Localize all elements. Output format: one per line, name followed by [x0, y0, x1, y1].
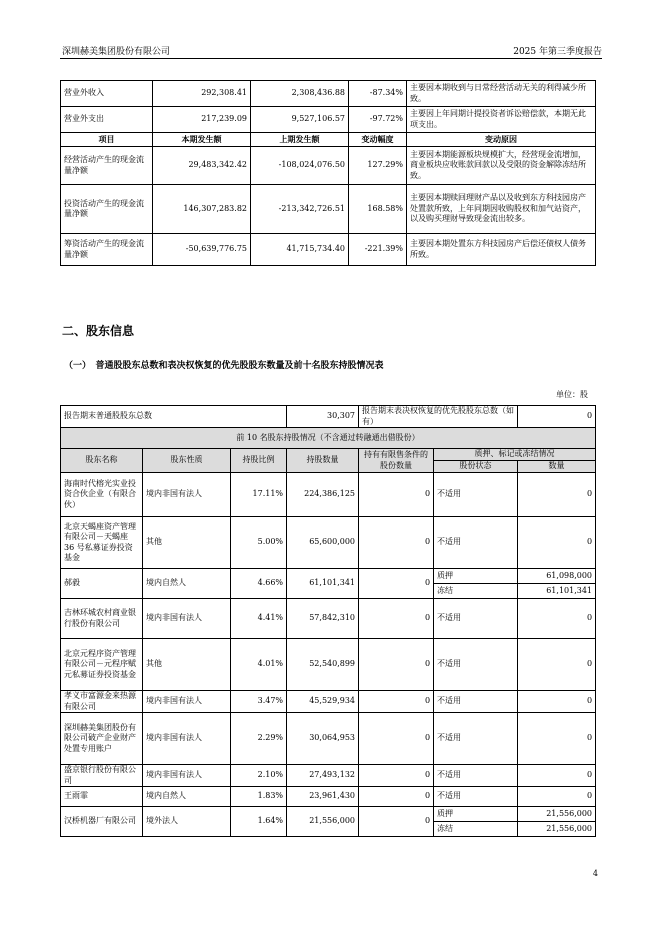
header-cur: 本期发生额 — [153, 133, 251, 147]
holder-amount: 0 — [518, 517, 596, 569]
total-holders-label: 报告期末普通股股东总数 — [61, 406, 287, 428]
shareholder-row — [61, 765, 596, 787]
holder-name: 汉桥机器厂有限公司 — [61, 807, 143, 837]
holder-status: 不适用 — [434, 691, 518, 713]
holder-name: 孝义市富源金来热源有限公司 — [61, 691, 143, 713]
holder-qty: 30,064,953 — [287, 713, 359, 765]
table-row — [61, 107, 596, 133]
holder-name: 盛京银行股份有限公司 — [61, 765, 143, 787]
col-pledge: 质押、标记或冻结情况 — [434, 449, 596, 461]
row-change: -87.34% — [349, 81, 407, 107]
page-header — [60, 44, 602, 59]
holder-status: 质押 — [434, 807, 518, 822]
holder-nature: 境内非国有法人 — [143, 599, 231, 639]
row-item: 筹资活动产生的现金流量净额 — [61, 234, 153, 266]
holder-amount: 61,101,341 — [518, 584, 596, 599]
holder-nature: 其他 — [143, 639, 231, 691]
holder-nature: 境内非国有法人 — [143, 691, 231, 713]
holder-ratio: 1.64% — [231, 807, 287, 837]
holder-restricted: 0 — [359, 569, 434, 599]
unit-label: 单位：股 — [556, 390, 588, 399]
holder-amount: 0 — [518, 473, 596, 517]
col-amount: 数量 — [518, 461, 596, 473]
row-previous: -213,342,726.51 — [251, 185, 349, 234]
holder-name: 王雨霏 — [61, 787, 143, 807]
table-row — [61, 185, 596, 234]
holder-name: 吉林环城农村商业银行股份有限公司 — [61, 599, 143, 639]
holder-qty: 52,540,899 — [287, 639, 359, 691]
holder-ratio: 1.83% — [231, 787, 287, 807]
holder-status: 不适用 — [434, 599, 518, 639]
section-title: 二、股东信息 — [62, 324, 135, 338]
holder-nature: 境外法人 — [143, 807, 231, 837]
row-current: 146,307,283.82 — [153, 185, 251, 234]
holder-status: 不适用 — [434, 765, 518, 787]
table-row — [61, 147, 596, 185]
col-qty: 持股数量 — [287, 449, 359, 473]
holder-ratio: 4.66% — [231, 569, 287, 599]
financial-change-table — [60, 80, 596, 266]
holder-amount: 0 — [518, 765, 596, 787]
holder-name: 郝毅 — [61, 569, 143, 599]
row-item: 经营活动产生的现金流量净额 — [61, 147, 153, 185]
header-reason: 变动原因 — [407, 133, 596, 147]
holder-ratio: 5.00% — [231, 517, 287, 569]
holder-qty: 57,842,310 — [287, 599, 359, 639]
header-item: 项目 — [61, 133, 153, 147]
holder-restricted: 0 — [359, 599, 434, 639]
holder-nature: 境内自然人 — [143, 569, 231, 599]
col-restricted: 持有有限售条件的股份数量 — [359, 449, 434, 473]
row-item: 投资活动产生的现金流量净额 — [61, 185, 153, 234]
holder-restricted: 0 — [359, 517, 434, 569]
report-title: 2025 年第三季度报告 — [513, 47, 602, 57]
shareholder-row — [61, 569, 596, 584]
holder-restricted: 0 — [359, 639, 434, 691]
holder-qty: 23,961,430 — [287, 787, 359, 807]
row-reason: 主要因上年同期计提投资者诉讼赔偿款，本期无此项支出。 — [407, 107, 596, 133]
row-item: 营业外支出 — [61, 107, 153, 133]
col-name: 股东名称 — [61, 449, 143, 473]
table-row — [61, 81, 596, 107]
shareholder-row — [61, 473, 596, 517]
holder-qty: 224,386,125 — [287, 473, 359, 517]
table-row — [61, 234, 596, 266]
holder-restricted: 0 — [359, 691, 434, 713]
row-item: 营业外收入 — [61, 81, 153, 107]
holder-name: 北京天蝎座资产管理有限公司－天蝎座 36 号私募证券投资基金 — [61, 517, 143, 569]
pref-holders-label: 报告期末表决权恢复的优先股股东总数（如有） — [359, 406, 518, 428]
row-current: 29,483,342.42 — [153, 147, 251, 185]
top10-title: 前 10 名股东持股情况（不含通过转融通出借股份） — [61, 428, 596, 449]
holder-nature: 其他 — [143, 517, 231, 569]
holder-status: 不适用 — [434, 517, 518, 569]
holder-status: 质押 — [434, 569, 518, 584]
table-header-row — [61, 133, 596, 147]
holder-nature: 境内自然人 — [143, 787, 231, 807]
holder-amount: 0 — [518, 713, 596, 765]
holder-amount: 61,098,000 — [518, 569, 596, 584]
header-prev: 上期发生额 — [251, 133, 349, 147]
holder-amount: 0 — [518, 691, 596, 713]
holder-nature: 境内非国有法人 — [143, 713, 231, 765]
holder-status: 冻结 — [434, 584, 518, 599]
row-change: 168.58% — [349, 185, 407, 234]
row-reason: 主要因本期能源板块规模扩大，经营现金流增加，商业板块应收账款回款以及受限的资金解除冻结所致。 — [407, 147, 596, 185]
row-previous: 9,527,106.57 — [251, 107, 349, 133]
shareholder-row — [61, 787, 596, 807]
shareholder-row — [61, 691, 596, 713]
row-change: 127.29% — [349, 147, 407, 185]
holder-name: 北京元程序资产管理有限公司－元程序赋元私募证券投资基金 — [61, 639, 143, 691]
row-reason: 主要因本期处置东方科技园房产后偿还债权人债务所致。 — [407, 234, 596, 266]
header-chg: 变动幅度 — [349, 133, 407, 147]
shareholder-row — [61, 807, 596, 822]
row-current: 217,239.09 — [153, 107, 251, 133]
row-reason: 主要因本期收到与日常经营活动无关的利得减少所致。 — [407, 81, 596, 107]
total-holders-value: 30,307 — [287, 406, 359, 428]
holder-ratio: 3.47% — [231, 691, 287, 713]
row-reason: 主要因本期赎回理财产品以及收到东方科技园房产处置款所致，上年同期因收购股权和加气站资产，以及购买理财导致现金流出较多。 — [407, 185, 596, 234]
shareholder-row — [61, 713, 596, 765]
col-nature: 股东性质 — [143, 449, 231, 473]
holder-name: 海南时代榕光实业投资合伙企业（有限合伙） — [61, 473, 143, 517]
holder-restricted: 0 — [359, 765, 434, 787]
holder-status: 不适用 — [434, 713, 518, 765]
holder-status: 不适用 — [434, 473, 518, 517]
holder-amount: 21,556,000 — [518, 822, 596, 837]
holder-nature: 境内非国有法人 — [143, 765, 231, 787]
col-ratio: 持股比例 — [231, 449, 287, 473]
page-number: 4 — [592, 869, 598, 878]
pref-holders-value: 0 — [518, 406, 596, 428]
row-change: -97.72% — [349, 107, 407, 133]
holder-restricted: 0 — [359, 713, 434, 765]
subsection-title: （一） 普通股股东总数和表决权恢复的优先股股东数量及前十名股东持股情况表 — [64, 361, 384, 371]
shareholder-table — [60, 405, 596, 837]
holder-amount: 0 — [518, 787, 596, 807]
shareholder-row — [61, 639, 596, 691]
shareholder-row — [61, 599, 596, 639]
holder-status: 不适用 — [434, 787, 518, 807]
row-current: 292,308.41 — [153, 81, 251, 107]
holder-qty: 27,493,132 — [287, 765, 359, 787]
holder-restricted: 0 — [359, 807, 434, 837]
holder-qty: 21,556,000 — [287, 807, 359, 837]
holder-amount: 0 — [518, 639, 596, 691]
holder-restricted: 0 — [359, 787, 434, 807]
holder-restricted: 0 — [359, 473, 434, 517]
holder-nature: 境内非国有法人 — [143, 473, 231, 517]
holder-name: 深圳赫美集团股份有限公司破产企业财产处置专用账户 — [61, 713, 143, 765]
row-previous: -108,024,076.50 — [251, 147, 349, 185]
holder-amount: 21,556,000 — [518, 807, 596, 822]
holder-qty: 45,529,934 — [287, 691, 359, 713]
holder-qty: 65,600,000 — [287, 517, 359, 569]
company-name: 深圳赫美集团股份有限公司 — [62, 47, 171, 57]
holder-amount: 0 — [518, 599, 596, 639]
holder-status: 不适用 — [434, 639, 518, 691]
holder-ratio: 2.10% — [231, 765, 287, 787]
col-status: 股份状态 — [434, 461, 518, 473]
holder-qty: 61,101,341 — [287, 569, 359, 599]
holder-ratio: 2.29% — [231, 713, 287, 765]
shareholder-row — [61, 517, 596, 569]
row-current: -50,639,776.75 — [153, 234, 251, 266]
holder-ratio: 4.41% — [231, 599, 287, 639]
holder-ratio: 4.01% — [231, 639, 287, 691]
row-previous: 41,715,734.40 — [251, 234, 349, 266]
row-previous: 2,308,436.88 — [251, 81, 349, 107]
holder-status: 冻结 — [434, 822, 518, 837]
row-change: -221.39% — [349, 234, 407, 266]
holder-ratio: 17.11% — [231, 473, 287, 517]
